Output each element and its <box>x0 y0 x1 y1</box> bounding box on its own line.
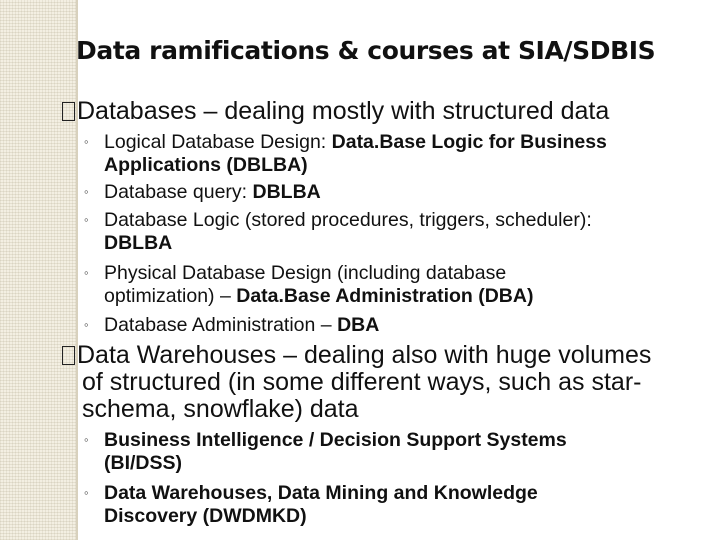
circle-bullet-icon: ◦ <box>84 317 89 332</box>
circle-bullet-icon: ◦ <box>84 485 89 500</box>
list-item: ◦ Logical Database Design: Data.Base Logic for Business Applications (DBLBA) <box>84 131 607 176</box>
section-warehouses-heading: Data Warehouses – dealing also with huge volumes of structured (in some different ways, such as star- schema, snowflake) data <box>62 342 720 423</box>
circle-bullet-icon: ◦ <box>84 212 89 227</box>
list-item: ◦ Database Logic (stored procedures, triggers, scheduler): DBLBA <box>84 209 592 254</box>
slide-title: Data ramifications & courses at SIA/SDBIS <box>76 36 656 65</box>
list-item: ◦ Database Administration – DBA <box>84 314 380 336</box>
bullet-box-icon <box>62 102 75 121</box>
list-item: ◦ Physical Database Design (including database optimization) – Data.Base Administration (DBA) <box>84 262 534 307</box>
circle-bullet-icon: ◦ <box>84 134 89 149</box>
side-divider <box>76 0 78 540</box>
section-databases-heading: Databases – dealing mostly with structured data <box>62 98 720 125</box>
list-item: ◦ Data Warehouses, Data Mining and Knowledge Discovery (DWDMKD) <box>84 482 538 527</box>
circle-bullet-icon: ◦ <box>84 184 89 199</box>
list-item: ◦ Database query: DBLBA <box>84 181 321 203</box>
list-item: ◦ Business Intelligence / Decision Support Systems (BI/DSS) <box>84 429 567 474</box>
circle-bullet-icon: ◦ <box>84 432 89 447</box>
side-texture <box>0 0 76 540</box>
circle-bullet-icon: ◦ <box>84 265 89 280</box>
bullet-box-icon <box>62 346 75 365</box>
